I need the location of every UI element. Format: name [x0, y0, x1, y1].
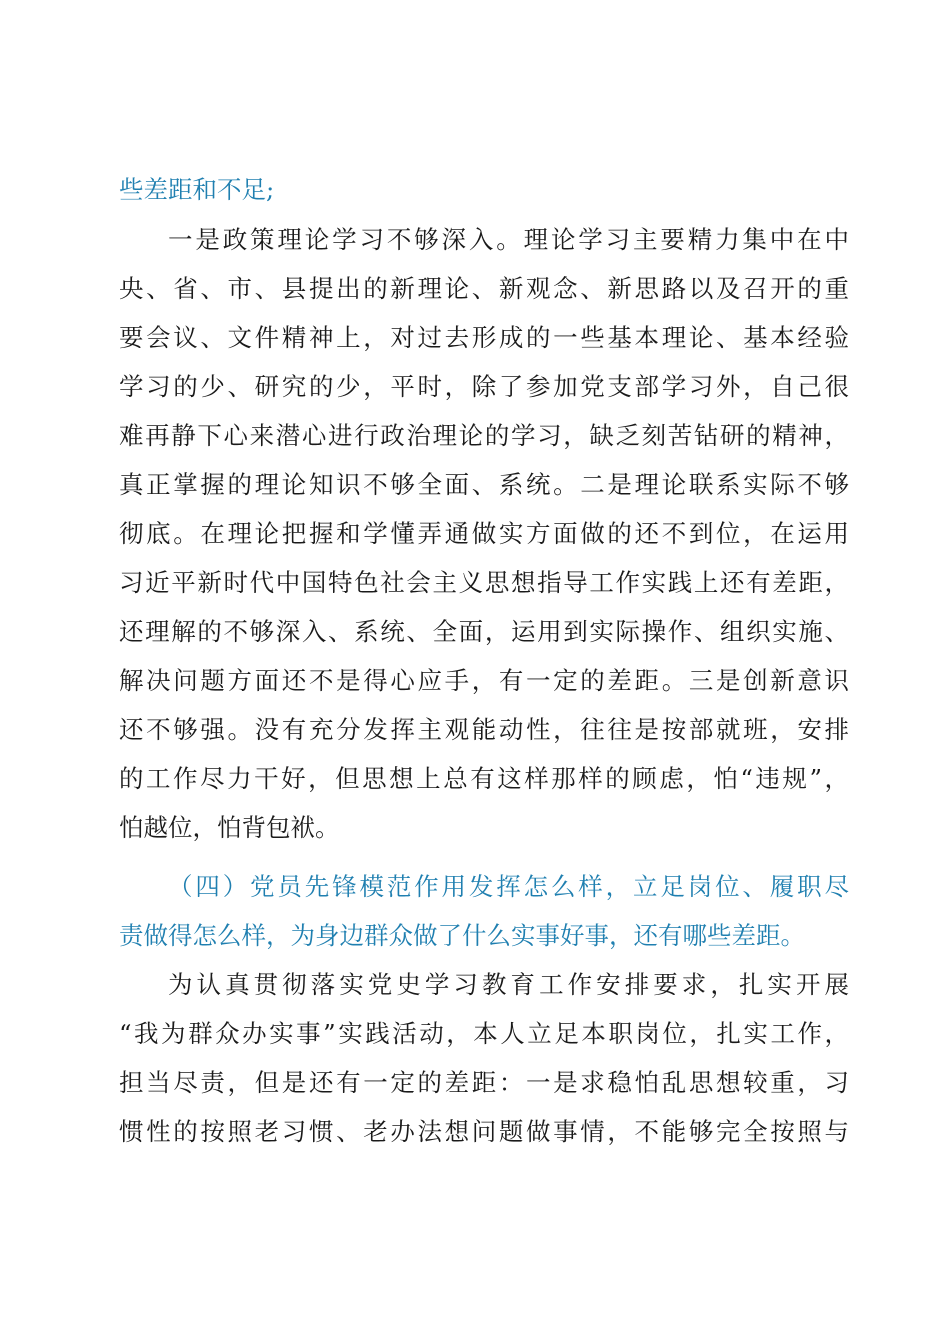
paragraph-line: 央、省、市、县提出的新理论、新观念、新思路以及召开的重 — [119, 274, 849, 303]
heading-line: （四）党员先锋模范作用发挥怎么样，立足岗位、履职尽 — [168, 872, 849, 901]
paragraph-line: 一是政策理论学习不够深入。理论学习主要精力集中在中 — [168, 225, 849, 254]
paragraph-line: 学习的少、研究的少，平时，除了参加党支部学习外，自己很 — [119, 372, 849, 401]
paragraph-line: 怕越位，怕背包袱。 — [119, 813, 340, 842]
paragraph-line: 担当尽责，但是还有一定的差距：一是求稳怕乱思想较重，习 — [119, 1068, 849, 1097]
paragraph-line: 的工作尽力干好，但思想上总有这样那样的顾虑，怕“违规”， — [119, 764, 849, 793]
paragraph-line: 为认真贯彻落实党史学习教育工作安排要求，扎实开展 — [168, 970, 849, 999]
paragraph-practice-gaps — [119, 960, 849, 1156]
paragraph-line: 真正掌握的理论知识不够全面、系统。二是理论联系实际不够 — [119, 470, 849, 499]
paragraph-line: 要会议、文件精神上，对过去形成的一些基本理论、基本经验 — [119, 323, 849, 352]
paragraph-line: 习近平新时代中国特色社会主义思想指导工作实践上还有差距， — [119, 568, 849, 597]
section-heading-4 — [119, 862, 849, 960]
paragraph-line: 还不够强。没有充分发挥主观能动性，往往是按部就班，安排 — [119, 715, 849, 744]
paragraph-line: “我为群众办实事”实践活动，本人立足本职岗位，扎实工作， — [119, 1019, 849, 1048]
heading-line: 责做得怎么样，为身边群众做了什么实事好事，还有哪些差距。 — [119, 921, 805, 950]
paragraph-study-gaps — [119, 215, 849, 852]
paragraph-line: 还理解的不够深入、系统、全面，运用到实际操作、组织实施、 — [119, 617, 849, 646]
paragraph-line: 解决问题方面还不是得心应手，有一定的差距。三是创新意识 — [119, 666, 849, 695]
section-heading-continuation — [119, 165, 849, 214]
paragraph-line: 彻底。在理论把握和学懂弄通做实方面做的还不到位，在运用 — [119, 519, 849, 548]
paragraph-line: 惯性的按照老习惯、老办法想问题做事情，不能够完全按照与 — [119, 1117, 849, 1146]
paragraph-line: 难再静下心来潜心进行政治理论的学习，缺乏刻苦钻研的精神， — [119, 421, 849, 450]
heading-line: 些差距和不足; — [119, 175, 275, 204]
